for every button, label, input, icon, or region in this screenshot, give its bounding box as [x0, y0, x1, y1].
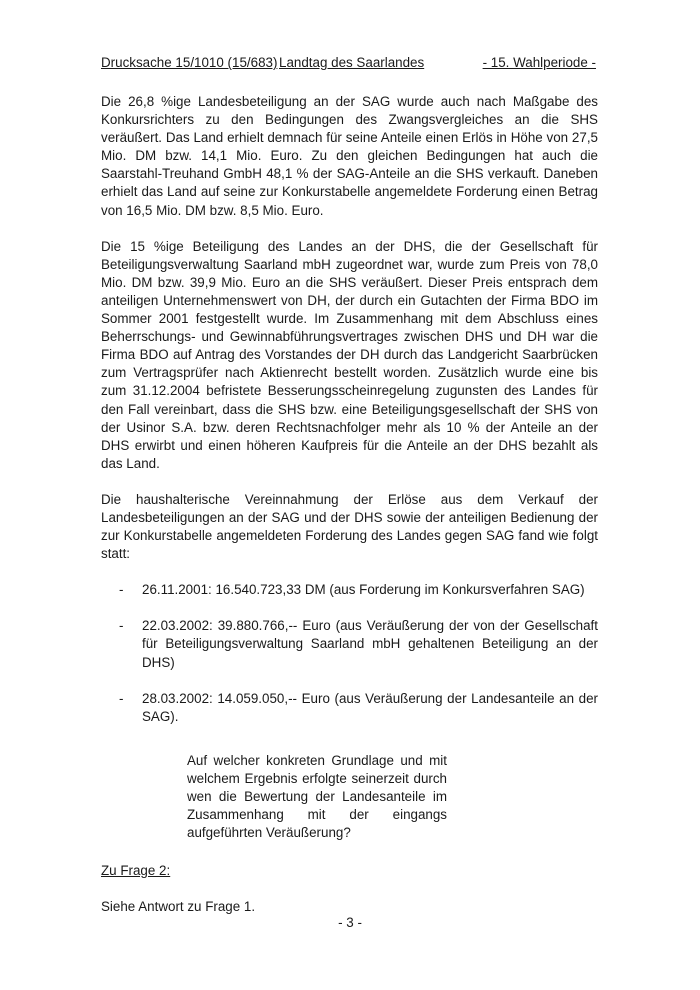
list-item-text: 28.03.2002: 14.059.050,-- Euro (aus Veräußerung der Landesanteile an der SAG).: [142, 690, 598, 724]
paragraph-vereinnahmung: Die haushalterische Vereinnahmung der Erlöse aus dem Verkauf der Landesbeteiligungen an der SAG und der DHS sowie der anteiligen Bedienung der zur Konkurstabelle angemeldeten Forderung des Landes gegen SAG fand wie folgt statt:: [101, 491, 598, 562]
list-item-text: 22.03.2002: 39.880.766,-- Euro (aus Veräußerung der von der Gesellschaft für Beteiligungsverwaltung Saarland mbH gehaltenen Beteiligung an der DHS): [142, 618, 598, 670]
list-dash: -: [119, 690, 124, 706]
paragraph-sag-beteiligung: Die 26,8 %ige Landesbeteiligung an der SAG wurde auch nach Maßgabe des Konkursrichters zu den Bedingungen des Zwangsvergleiches an die SHS veräußert. Das Land erhielt demnach für seine Anteile einen Erlös in Höhe von 27,5 Mio. DM bzw. 14,1 Mio. Euro. Zu den gleichen Bedingungen hat auch die Saarstahl-Treuhand GmbH 48,1 % der SAG-Anteile an die SHS verkauft. Daneben erhielt das Land auf seine zur Konkurstabelle angemeldete Forderung einen Betrag von 16,5 Mio. DM bzw. 8,5 Mio. Euro.: [101, 94, 598, 218]
list-item: [101, 690, 598, 726]
question-text: Auf welcher konkreten Grundlage und mit welchem Ergebnis erfolgte seinerzeit durch wen die Bewertung der Landesanteile im Zusammenhang mit der eingangs aufgeführten Veräußerung?: [187, 752, 447, 841]
header-landtag: Landtag des Saarlandes: [279, 55, 425, 70]
list-item: [101, 617, 598, 671]
header-wahlperiode: - 15. Wahlperiode -: [482, 55, 596, 70]
list-item-text: 26.11.2001: 16.540.723,33 DM (aus Forderung im Konkursverfahren SAG): [142, 582, 585, 598]
list-dash: -: [119, 618, 124, 634]
section-heading: Zu Frage 2:: [101, 863, 171, 879]
answer-text: Siehe Antwort zu Frage 1.: [101, 899, 256, 915]
header-drucksache: Drucksache 15/1010 (15/683): [101, 55, 278, 70]
document-body: [101, 93, 598, 934]
paragraph-dhs-beteiligung: Die 15 %ige Beteiligung des Landes an der DHS, die der Gesellschaft für Beteiligungsverwaltung Saarland mbH zugeordnet war, wurde zum Preis von 78,0 Mio. DM bzw. 39,9 Mio. Euro an die SHS veräußert. Dieser Preis entsprach dem anteiligen Unternehmenswert von DH, der durch ein Gutachten der Firma BDO im Sommer 2001 festgestellt wurde. Im Zusammenhang mit dem Abschluss eines Beherrschungs- und Gewinnabführungsvertrages zwischen DHS und DH war die Firma BDO auf Antrag des Vorstandes der DH durch das Landgericht Saarbrücken zum Vertragsprüfer nach Aktienrecht bestellt worden. Zusätzlich wurde eine bis zum 31.12.2004 befristete Besserungsscheinregelung zugunsten des Landes für den Fall vereinbart, dass die SHS bzw. eine Beteiligungsgesellschaft der SHS von der Usinor S.A. bzw. deren Rechtsnachfolger mehr als 10 % der Anteile an der DHS erwirbt und einen höheren Kaufpreis für die Anteile an der DHS bezahlt als das Land.: [101, 238, 598, 471]
list-item: [101, 581, 598, 599]
payment-list: [101, 581, 598, 726]
list-dash: -: [119, 582, 124, 598]
page-number: - 3 -: [338, 915, 362, 930]
